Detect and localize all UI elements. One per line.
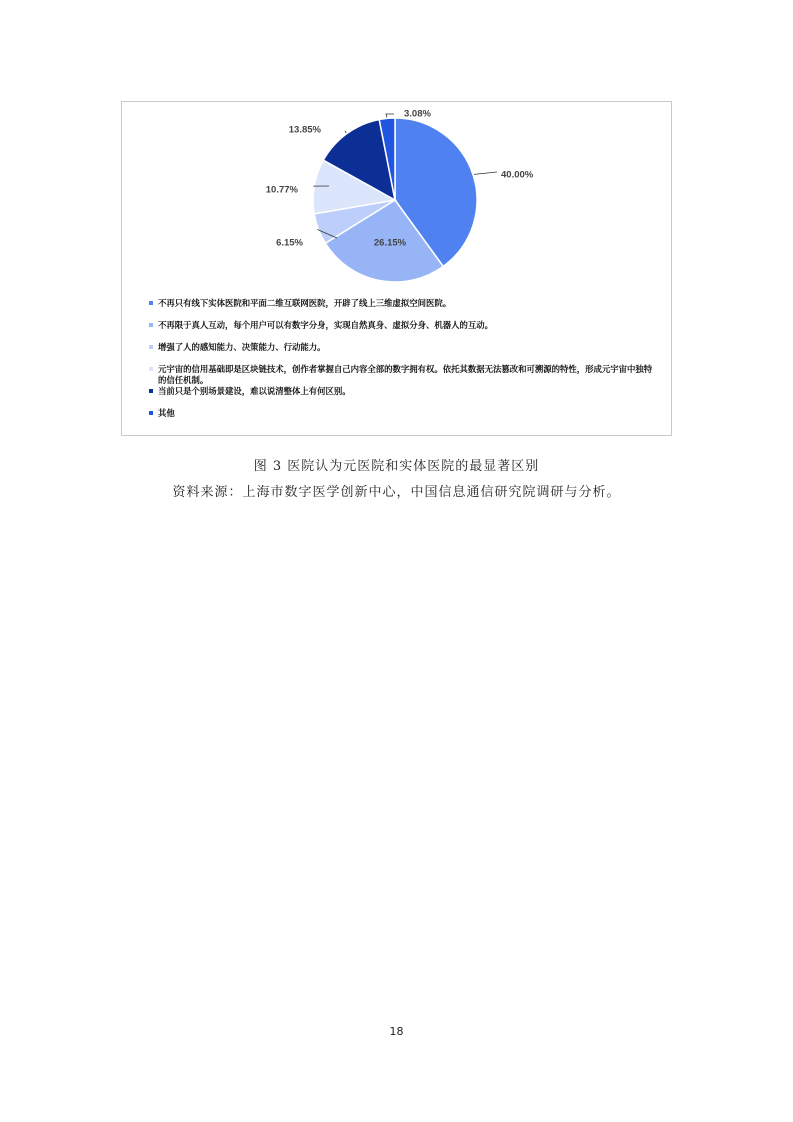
data-label: 10.77% [265, 184, 298, 196]
legend-label: 不再限于真人互动，每个用户可以有数字分身，实现自然真身、虚拟分身、机器人的互动。 [158, 320, 493, 330]
legend-swatch [149, 323, 153, 327]
legend-swatch [149, 345, 153, 349]
legend-swatch [149, 301, 153, 305]
legend-item [149, 386, 659, 397]
legend-item [149, 298, 659, 309]
chart-legend [149, 298, 659, 430]
data-label: 6.15% [276, 237, 303, 249]
figure-source: 资料来源：上海市数字医学创新中心，中国信息通信研究院调研与分析。 [172, 485, 621, 500]
legend-label: 当前只是个别场景建设，难以说清整体上有何区别。 [158, 386, 351, 396]
figure-caption: 图 3 医院认为元医院和实体医院的最显著区别 [253, 459, 540, 474]
leader-line [474, 172, 497, 174]
legend-item [149, 342, 659, 353]
leader-line [345, 131, 346, 133]
legend-label: 不再只有线下实体医院和平面二维互联网医院，开辟了线上三维虚拟空间医院。 [158, 298, 452, 308]
legend-item [149, 320, 659, 331]
page-number: 18 [389, 1025, 404, 1038]
legend-item [149, 408, 659, 419]
data-label: 13.85% [288, 124, 321, 136]
legend-label: 增强了人的感知能力、决策能力、行动能力。 [158, 342, 326, 352]
legend-label: 元宇宙的信用基础即是区块链技术，创作者掌握自己内容全部的数字拥有权。依托其数据无法篡改和可溯源的特性，形成元宇宙中独特的信任机制。 [158, 364, 653, 385]
legend-swatch [149, 389, 153, 393]
legend-swatch [149, 411, 153, 415]
data-label: 40.00% [501, 169, 534, 181]
leader-line [386, 114, 394, 117]
data-label: 3.08% [404, 108, 431, 120]
chart-frame [121, 101, 672, 436]
legend-label: 其他 [158, 408, 175, 418]
legend-swatch [149, 367, 153, 371]
legend-item [149, 364, 659, 386]
data-label: 26.15% [373, 237, 407, 249]
